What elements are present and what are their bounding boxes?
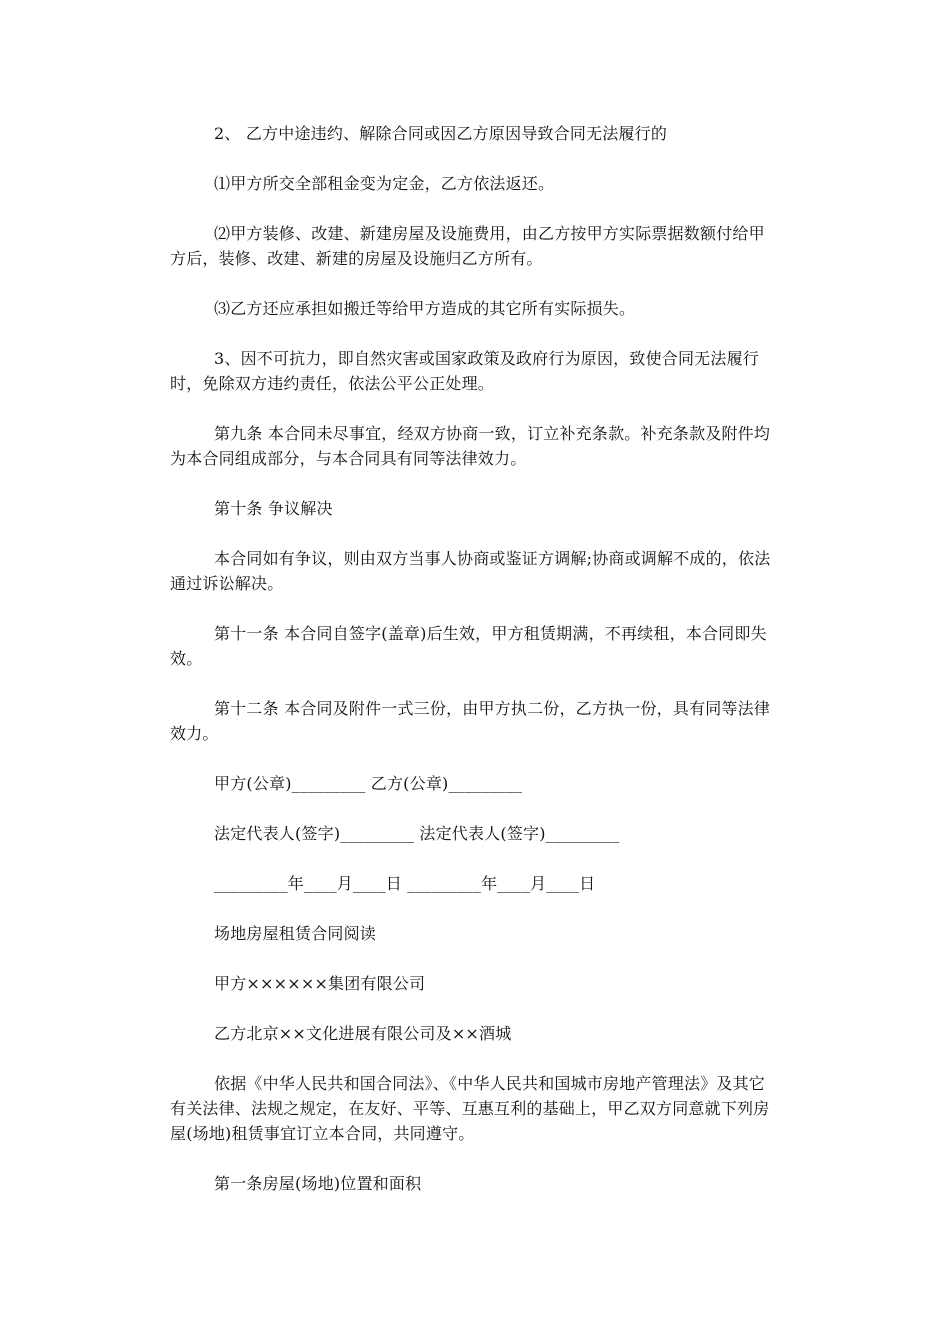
article-9: 第九条 本合同未尽事宜，经双方协商一致，订立补充条款。补充条款及附件均为本合同组成部分，与本合同具有同等法律效力。 (170, 424, 771, 468)
contract-title: 场地房屋租赁合同阅读 (214, 924, 377, 943)
clause-2-item-1: ⑴甲方所交全部租金变为定金，乙方依法返还。 (214, 174, 555, 193)
article-11: 第十一条 本合同自签字(盖章)后生效，甲方租赁期满，不再续租，本合同即失效。 (170, 624, 767, 668)
signature-dates-line: _________年____月____日 _________年____月____日 (214, 874, 596, 893)
article-10-heading: 第十条 争议解决 (214, 499, 333, 518)
preamble: 依据《中华人民共和国合同法》、《中华人民共和国城市房地产管理法》及其它有关法律、法规之规定，在友好、平等、互惠互利的基础上，甲乙双方同意就下列房屋(场地)租赁事宜订立本合同，共同遵守。 (170, 1074, 770, 1143)
clause-2-item-3: ⑶乙方还应承担如搬迁等给甲方造成的其它所有实际损失。 (214, 299, 636, 318)
signature-representatives-line: 法定代表人(签字)_________ 法定代表人(签字)_________ (214, 824, 620, 843)
article-10-body: 本合同如有争议，则由双方当事人协商或鉴证方调解;协商或调解不成的，依法通过诉讼解决。 (170, 549, 771, 593)
article-1-heading: 第一条房屋(场地)位置和面积 (214, 1174, 422, 1193)
party-b: 乙方北京××文化进展有限公司及××酒城 (214, 1024, 512, 1043)
signature-seals-line: 甲方(公章)_________ 乙方(公章)_________ (214, 774, 523, 793)
party-a: 甲方××××××集团有限公司 (214, 974, 426, 993)
article-12: 第十二条 本合同及附件一式三份，由甲方执二份，乙方执一份，具有同等法律效力。 (170, 699, 771, 743)
clause-2-item-2: ⑵甲方装修、改建、新建房屋及设施费用，由乙方按甲方实际票据数额付给甲方后，装修、改建、新建的房屋及设施归乙方所有。 (170, 224, 765, 268)
clause-3-force-majeure: 3、因不可抗力，即自然灾害或国家政策及政府行为原因，致使合同无法履行时，免除双方违约责任，依法公平公正处理。 (170, 349, 759, 393)
clause-2-breach-heading: 2、 乙方中途违约、解除合同或因乙方原因导致合同无法履行的 (214, 124, 668, 143)
